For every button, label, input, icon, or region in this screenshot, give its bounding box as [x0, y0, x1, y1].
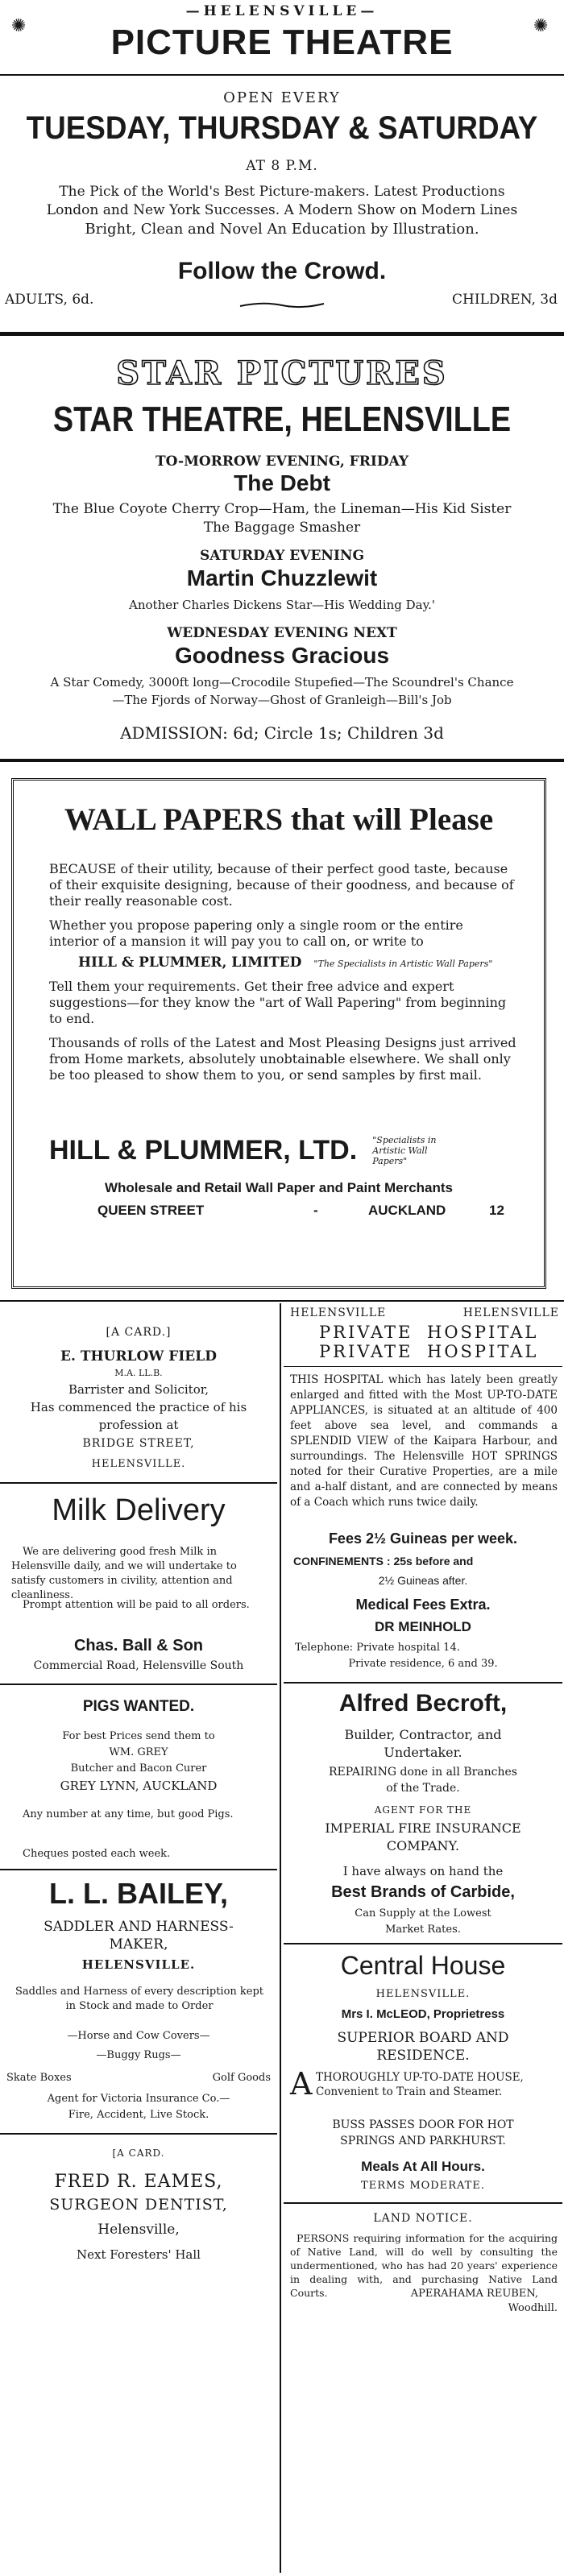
hospital-confinements-1: CONFINEMENTS : 25s before and: [293, 1555, 474, 1568]
pt-title: PICTURE THEATRE: [110, 23, 454, 62]
milk-firm: Chas. Ball & Son: [73, 1637, 204, 1655]
wallpaper-firm-inline-row: [78, 955, 513, 971]
right-rule-1: [284, 1682, 562, 1684]
star-wednesday-desc-2: —The Fjords of Norway—Ghost of Granleigh—Bill's Job: [112, 693, 452, 707]
eames-address: Next Foresters' Hall: [77, 2247, 201, 2262]
wallpaper-dash: -: [313, 1203, 318, 1218]
hospital-phone-1: Telephone: Private hospital 14.: [295, 1642, 460, 1654]
bailey-trade-2: MAKER,: [109, 1936, 168, 1953]
bailey-town: HELENSVILLE.: [81, 1957, 196, 1972]
wallpaper-number: 12: [489, 1203, 504, 1218]
eames-name: FRED R. EAMES,: [54, 2172, 223, 2192]
milk-title: Milk Delivery: [52, 1493, 226, 1527]
hospital-confinements-2: 2½ Guineas after.: [378, 1574, 468, 1587]
bailey-text-1: Saddles and Harness of every description kept in Stock and made to Order: [15, 1986, 264, 2012]
becroft-agent-2: IMPERIAL FIRE INSURANCE: [325, 1820, 521, 1836]
wallpaper-firm-row: [49, 1135, 516, 1166]
central-board-2: RESIDENCE.: [376, 2048, 470, 2064]
becroft-agent-3: COMPANY.: [386, 1838, 460, 1853]
land-name: APERAHAMA REUBEN,: [410, 2288, 538, 2300]
section-rule-1: [0, 332, 564, 336]
becroft-brands: Best Brands of Carbide,: [331, 1883, 515, 1901]
left-column: [0, 1303, 277, 2576]
star-admission: ADMISSION: 6d; Circle 1s; Children 3d: [120, 723, 444, 743]
bailey-golf: Golf Goods: [212, 2072, 271, 2084]
star-saturday-label: SATURDAY EVENING: [200, 548, 364, 564]
bailey-agent-2: Fire, Accident, Live Stock.: [68, 2109, 209, 2121]
hospital-title-left-2: PRIVATE: [319, 1342, 413, 1361]
wallpaper-specialists-inline: "The Specialists in Artistic Wall Papers": [313, 959, 493, 969]
wallpaper-p4: Thousands of rolls of the Latest and Most Pleasing Designs just arrived from Home markets, absolutely unobtainable elsewhere. We shall only be too pleased to show them to you, or send samples by first mail.: [49, 1035, 516, 1083]
star-friday-desc-2: The Baggage Smasher: [203, 520, 361, 536]
flourish-icon: [238, 300, 326, 309]
wallpaper-p1: BECAUSE of their utility, because of their perfect good taste, because of their exquisite designing, because of their goodness, and because of their really reasonable cost.: [49, 861, 514, 909]
hospital-title-right-2: HOSPITAL: [427, 1342, 539, 1361]
pigs-trade: Butcher and Bacon Curer: [70, 1762, 207, 1775]
star-banner-text: STAR PICTURES: [116, 354, 448, 392]
pt-flourish: [238, 296, 326, 304]
wallpaper-city: AUCKLAND: [368, 1203, 446, 1218]
star-wednesday-label: WEDNESDAY EVENING NEXT: [167, 625, 397, 641]
land-body: PERSONS requiring information for the acquiring of Native Land, will do well by consulting the undermentioned, who has had 20 years' experience in dealing with, and purchasing Native Land Courts.: [290, 2232, 558, 2299]
wallpaper-street: QUEEN STREET: [97, 1203, 205, 1218]
hospital-title-right-1: HOSPITAL: [427, 1323, 539, 1342]
wallpaper-p3: Tell them your requirements. Get their free advice and expert suggestions—for they know the "art of Wall Papering" from beginning to end.: [49, 979, 507, 1026]
pigs-address: GREY LYNN, AUCKLAND: [60, 1779, 218, 1793]
milk-text-2: Prompt attention will be paid to all orders.: [23, 1599, 250, 1611]
becroft-name: Alfred Becroft,: [338, 1690, 508, 1717]
pt-desc-3: Bright, Clean and Novel An Education by Illustration.: [85, 221, 479, 238]
star-friday-desc-1: The Blue Coyote Cherry Crop—Ham, the Lineman—His Kid Sister: [52, 501, 512, 517]
milk-address: Commercial Road, Helensville South: [33, 1659, 244, 1672]
bailey-text-2: —Horse and Cow Covers—: [67, 2030, 210, 2042]
hospital-head-right: HELENSVILLE: [462, 1307, 559, 1319]
star-saturday-desc: Another Charles Dickens Star—His Wedding Day.': [129, 598, 435, 612]
star-friday-feature: The Debt: [234, 470, 330, 495]
left-rule-2: [0, 1684, 277, 1685]
right-rule-2: [284, 1943, 562, 1944]
becroft-trade-2: Undertaker.: [384, 1745, 462, 1760]
central-terms: TERMS MODERATE.: [361, 2180, 485, 2192]
wallpaper-firm-inline: HILL & PLUMMER, LIMITED: [78, 955, 302, 971]
card-label: [A CARD.]: [106, 1326, 172, 1339]
card-text-1: Has commenced the practice of his: [30, 1400, 247, 1414]
bailey-text-3: —Buggy Rugs—: [96, 2049, 181, 2061]
pt-days: TUESDAY, THURSDAY & SATURDAY: [26, 110, 538, 146]
pt-desc-2: London and New York Successes. A Modern Show on Modern Lines: [46, 202, 518, 218]
central-name: Central House: [340, 1951, 506, 1980]
pt-adults: ADULTS, 6d.: [5, 292, 94, 308]
hospital-medical: Medical Fees Extra.: [355, 1597, 491, 1613]
central-text-1: THOROUGHLY UP-TO-DATE HOUSE, Convenient to Train and Steamer.: [316, 2071, 524, 2098]
milk-text-1: We are delivering good fresh Milk in Helensville daily, and we will undertake to satisfy customers in civility, attention and cleanliness.: [11, 1546, 237, 1601]
pt-ornament-left: ✺: [11, 16, 27, 36]
eames-label: [A CARD.: [112, 2147, 165, 2159]
becroft-agent-1: AGENT FOR THE: [374, 1804, 472, 1816]
becroft-repair-2: of the Trade.: [386, 1782, 460, 1795]
section-rule-2: [0, 759, 564, 762]
card-degree: M.A. LL.B.: [114, 1368, 163, 1378]
pt-location: —HELENSVILLE—: [185, 3, 379, 19]
card-profession: Barrister and Solicitor,: [68, 1382, 209, 1397]
pt-time: AT 8 P.M.: [246, 158, 318, 174]
central-drop-cap: A: [290, 2066, 313, 2102]
wallpaper-headline: WALL PAPERS that will Please: [64, 802, 494, 837]
star-wednesday-desc-1: A Star Comedy, 3000ft long—Crocodile Stupefied—The Scoundrel's Chance: [50, 675, 514, 690]
right-rule-3: [284, 2202, 562, 2204]
pt-desc-1: The Pick of the World's Best Picture-makers. Latest Productions: [59, 184, 505, 200]
pigs-text-3: Cheques posted each week.: [23, 1848, 171, 1860]
eames-title: SURGEON DENTIST,: [49, 2196, 228, 2214]
hospital-body: THIS HOSPITAL which has lately been greatly enlarged and fitted with the Most UP-TO-DATE APPLIANCES, is situated at an altitude of 400 feet above sea level, and commands a SPLENDID VIEW of the Kaipara Harbour, and surroundings. The Helensville HOT SPRINGS noted for their Curative Properties, are a mile and a-half distant, and are connected by means of a Coach which runs twice daily.: [290, 1373, 558, 1509]
central-bus-2: SPRINGS AND PARKHURST.: [340, 2135, 506, 2147]
star-friday-label: TO-MORROW EVENING, FRIDAY: [155, 453, 409, 470]
pt-children: CHILDREN, 3d: [452, 292, 558, 308]
pt-open-every: OPEN EVERY: [223, 89, 341, 106]
wallpaper-ad: [11, 778, 546, 1289]
hospital-rule: [284, 1366, 562, 1367]
star-title: STAR THEATRE, HELENSVILLE: [52, 400, 512, 439]
section-rule-3: [0, 1300, 564, 1302]
hospital-fees: Fees 2½ Guineas per week.: [328, 1530, 518, 1547]
hospital-doctor: DR MEINHOLD: [375, 1619, 471, 1634]
bailey-trade-1: SADDLER AND HARNESS-: [44, 1919, 234, 1935]
pigs-text-2: Any number at any time, but good Pigs.: [23, 1808, 234, 1820]
wallpaper-p2: Whether you propose papering only a single room or the entire interior of a mansion it will pay you to call on, or write to: [49, 917, 463, 949]
becroft-trade-1: Builder, Contractor, and: [344, 1727, 502, 1742]
pigs-name: WM. GREY: [109, 1746, 168, 1758]
pigs-text-1: For best Prices send them to: [62, 1730, 215, 1742]
central-town: HELENSVILLE.: [375, 1988, 471, 2000]
bailey-skate: Skate Boxes: [6, 2072, 72, 2084]
star-saturday-feature: Martin Chuzzlewit: [186, 565, 378, 590]
pt-ornament-right: ✺: [533, 16, 549, 36]
star-wednesday-feature: Goodness Gracious: [174, 643, 390, 668]
card-town: HELENSVILLE.: [91, 1458, 186, 1470]
left-rule-1: [0, 1482, 277, 1484]
eames-town: Helensville,: [97, 2222, 180, 2238]
hospital-phone-2: Private residence, 6 and 39.: [348, 1658, 498, 1670]
wallpaper-merchants: Wholesale and Retail Wall Paper and Paint Merchants: [104, 1180, 454, 1195]
wallpaper-firm: HILL & PLUMMER, LTD.: [49, 1135, 358, 1166]
land-town: Woodhill.: [508, 2302, 558, 2314]
pt-rule-1: [0, 74, 564, 76]
becroft-supply-1: Can Supply at the Lowest: [355, 1907, 491, 1920]
bailey-agent-1: Agent for Victoria Insurance Co.—: [47, 2093, 230, 2105]
becroft-repair-1: REPAIRING done in all Branches: [328, 1766, 517, 1779]
star-banner: [0, 354, 564, 392]
card-name: E. THURLOW FIELD: [60, 1348, 217, 1365]
becroft-supply-2: Market Rates.: [385, 1924, 461, 1936]
left-rule-4: [0, 2133, 277, 2135]
card-address: BRIDGE STREET,: [82, 1437, 195, 1450]
hospital-title-left-1: PRIVATE: [319, 1323, 413, 1342]
wallpaper-specialists: "Specialists in Artistic Wall Papers": [372, 1135, 437, 1166]
central-bus-1: BUSS PASSES DOOR FOR HOT: [332, 2118, 514, 2131]
central-board-1: SUPERIOR BOARD AND: [337, 2030, 509, 2046]
pt-slogan: Follow the Crowd.: [177, 258, 387, 284]
column-divider: [280, 1303, 281, 2573]
card-text-2: profession at: [98, 1418, 179, 1432]
left-rule-3: [0, 1869, 277, 1870]
central-meals: Meals At All Hours.: [361, 2159, 485, 2174]
bailey-name: L. L. BAILEY,: [48, 1877, 228, 1910]
land-title: LAND NOTICE.: [373, 2212, 473, 2225]
central-proprietress: Mrs I. McLEOD, Proprietress: [341, 2007, 505, 2021]
pigs-title: PIGS WANTED.: [82, 1698, 195, 1715]
becroft-hand: I have always on hand the: [342, 1864, 504, 1878]
hospital-head-left: HELENSVILLE: [290, 1307, 387, 1319]
right-column: [284, 1303, 562, 2576]
